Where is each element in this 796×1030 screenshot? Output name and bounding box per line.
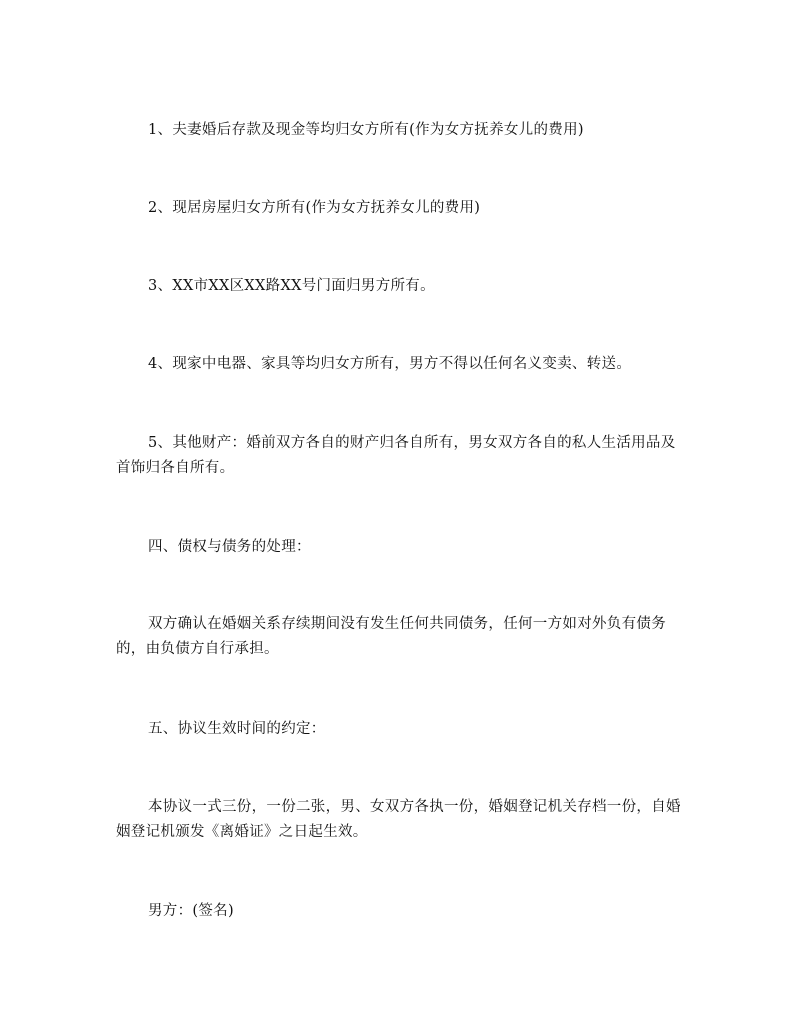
property-clause-4: 4、现家中电器、家具等均归女方所有，男方不得以任何名义变卖、转送。: [148, 356, 632, 372]
property-clause-1: 1、夫妻婚后存款及现金等均归女方所有(作为女方抚养女儿的费用): [148, 122, 584, 138]
effective-date-clause: 本协议一式三份，一份二张，男、女双方各执一份，婚姻登记机关存档一份，自婚姻登记机颁发《离婚证》之日起生效。: [116, 799, 681, 840]
property-clause-2: 2、现居房屋归女方所有(作为女方抚养女儿的费用): [148, 200, 481, 216]
section-heading-effective-date: 五、协议生效时间的约定：: [148, 721, 326, 737]
debts-clause: 双方确认在婚姻关系存续期间没有发生任何共同债务，任何一方如对外负有债务的，由负债方自行承担。: [116, 616, 666, 657]
section-heading-debts: 四、债权与债务的处理：: [148, 539, 311, 555]
male-signature-line: 男方：(签名): [148, 903, 234, 919]
property-clause-3: 3、XX市XX区XX路XX号门面归男方所有。: [148, 278, 435, 294]
property-clause-5: 5、其他财产：婚前双方各自的财产归各自所有，男女双方各自的私人生活用品及首饰归各自所有。: [116, 435, 676, 476]
